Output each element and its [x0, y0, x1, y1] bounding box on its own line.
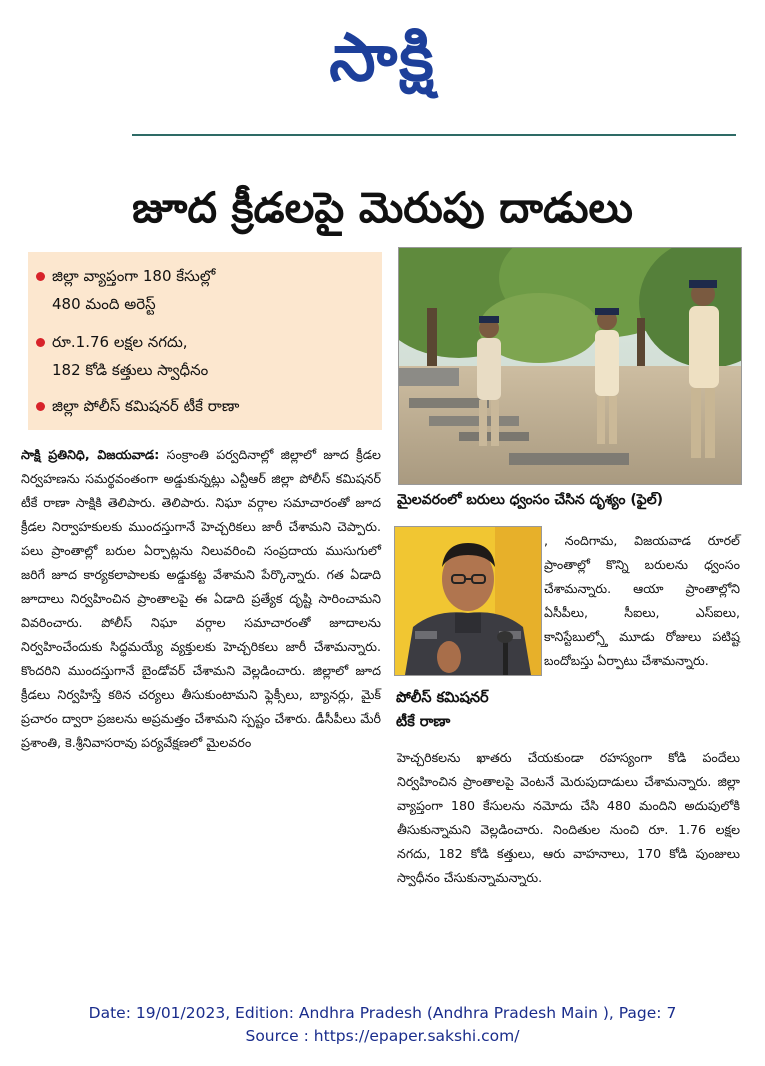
highlight-item: రూ.1.76 లక్షల నగదు, [38, 332, 188, 352]
highlight-item: జిల్లా పోలీస్ కమిషనర్ టీకే రాణా [38, 396, 239, 416]
article-left-column [21, 443, 381, 973]
highlight-item-continued: 480 మంది అరెస్ట్ [52, 295, 156, 313]
right-column-top-text: , నందిగామ, విజయవాడ రూరల్ ప్రాంతాల్లో కొన్ని బరులను ధ్వంసం చేశామన్నారు. ఆయా ప్రాంతాల్లోని ఏసీపీలు, సీఐలు, ఎస్ఐలు, కానిస్టేబుల్స్తో మూడు రోజులు పటిష్ట బందోబస్తు ఏర్పాటు చేశామన్నారు. [544, 533, 740, 668]
raid-site-photo-image [399, 248, 741, 484]
masthead-divider [132, 134, 736, 136]
sakshi-logo: సాక్షి [329, 18, 436, 96]
commissioner-portrait [394, 526, 542, 676]
photo-caption: మైలవరంలో బరులు ధ్వంసం చేసిన దృశ్యం (ఫైల్) [397, 492, 664, 508]
dateline: సాక్షి ప్రతినిధి, విజయవాడ: [21, 447, 160, 462]
headline: జూద క్రీడలపై మెరుపు దాడులు [132, 183, 633, 232]
portrait-caption-line-2: టీకే రాణా [396, 714, 451, 730]
raid-site-photo [398, 247, 742, 485]
masthead [0, 6, 765, 124]
highlight-item: జిల్లా వ్యాప్తంగా 180 కేసుల్లో [38, 266, 215, 286]
highlight-item-continued: 182 కోడి కత్తులు స్వాధీనం [52, 361, 209, 379]
right-column-bottom-text: హెచ్చరికలను ఖాతరు చేయకుండా రహస్యంగా కోడి పందేలు నిర్వహించిన ప్రాంతాలపై వెంటనే మెరుపుదాడులు చేశామన్నారు. జిల్లా వ్యాప్తంగా 180 కేసులను నమోదు చేసి 480 మందిని అదుపులోకి తీసుకున్నామని వెల్లడించారు. నిందితుల నుంచి రూ. 1.76 లక్షల నగదు, 182 కోడి కత్తులు, ఆరు వాహనాలు, 170 కోడి పుంజులు స్వాధీనం చేసుకున్నామన్నారు. [397, 750, 740, 885]
article-right-column-bottom [397, 746, 740, 966]
commissioner-portrait-image [395, 527, 541, 675]
portrait-caption-line-1: పోలీస్ కమిషనర్ [396, 690, 489, 706]
edition-info: Date: 19/01/2023, Edition: Andhra Pradesh (Andhra Pradesh Main ), Page: 7 [88, 1004, 677, 1022]
left-column-text: సంక్రాంతి పర్వదినాల్లో జిల్లాలో జూద క్రీడల నిర్వహణను సమర్థవంతంగా అడ్డుకున్నట్లు ఎన్టీఆర్ జిల్లా పోలీస్ కమిషనర్ టీకే రాణా సాక్షికి తెలిపారు. తెలిపారు. నిఘా వర్గాల సమాచారంతో జూద క్రీడల నిర్వాహకులకు ముందస్తుగానే హెచ్చరికలు జారీ చేశామని చెప్పారు. పలు ప్రాంతాల్లో బరుల ఏర్పాట్లను నిలువరించి సంప్రదాయ ముసుగులో జరిగే జూద కార్యకలాపాలకు అడ్డుకట్ట వేశామని పేర్కొన్నారు. గత ఏడాది జూదాలు నిర్వహించిన ప్రాంతాలపై ఈ ఏడాది ప్రత్యేక దృష్టి సారించామని వివరించారు. పోలీస్ నిఘా వర్గాల సమాచారంతో జూదాలను నిర్వహించేందుకు సిద్ధమయ్యే వ్యక్తులకు హెచ్చరికలు జారీ చేశామన్నారు. కొందరిని ముందస్తుగానే బైండోవర్ చేశామని వెల్లడించారు. జిల్లాలో జూద క్రీడలు నిర్వహిస్తే కఠిన చర్యలు తీసుకుంటామని ఫ్లెక్సీలు, బ్యానర్లు, మైక్ ప్రచారం ద్వారా ప్రజలను అప్రమత్తం చేశామని స్పష్టం చేశారు. డీసీపీలు మేరీ ప్రశాంతి, కె.శ్రీనివాసరావు పర్యవేక్షణలో మైలవరం [21, 447, 381, 750]
source-line: Source : https://epaper.sakshi.com/ [245, 1027, 520, 1045]
article-right-column-top [544, 529, 740, 745]
highlights-box [28, 252, 382, 430]
